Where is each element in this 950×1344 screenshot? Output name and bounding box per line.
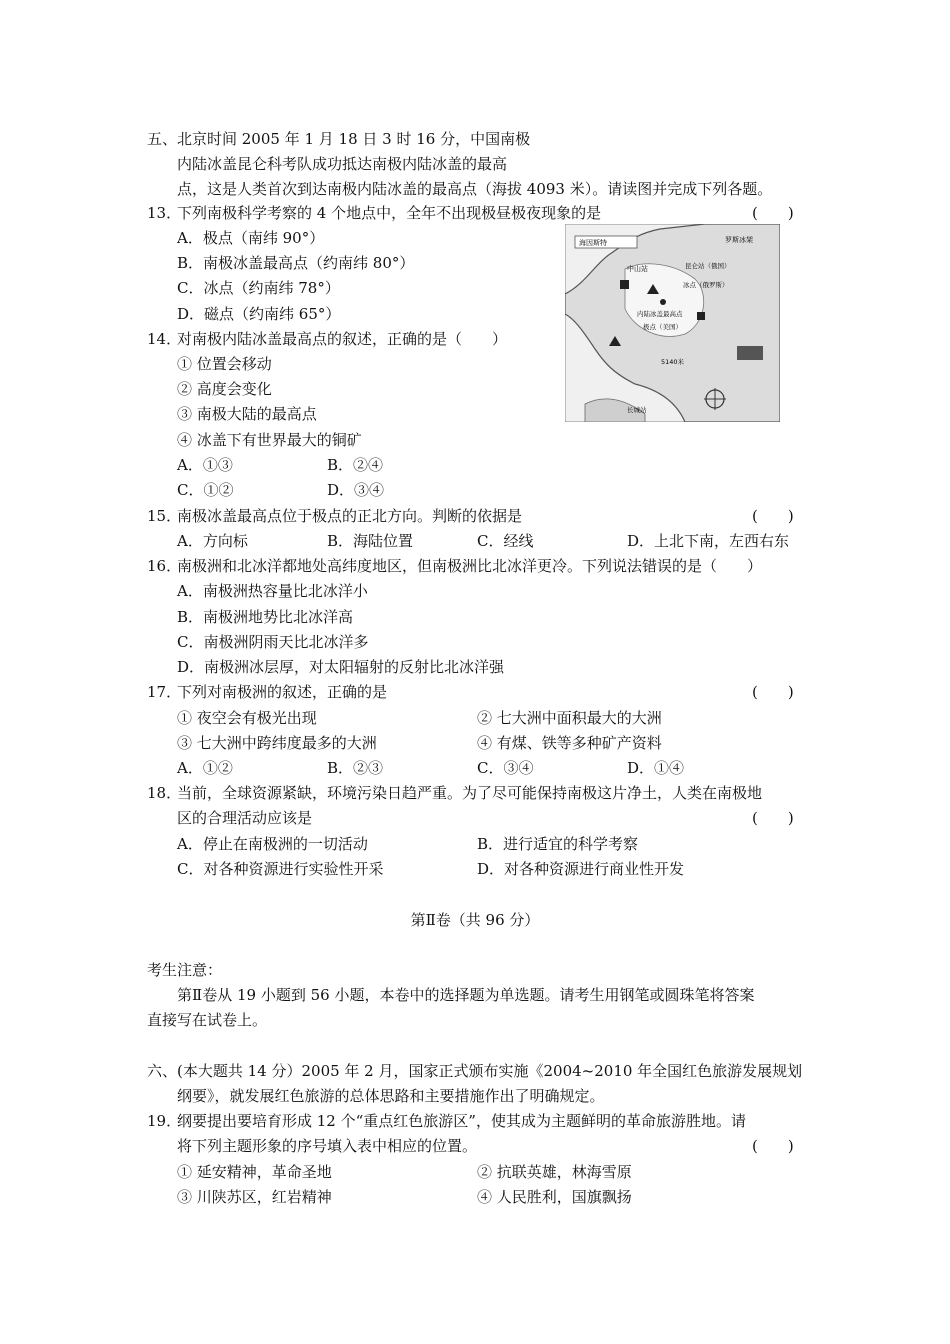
notice-line-1: 第Ⅱ卷从 19 小题到 56 小题，本卷中的选择题为单选题。请考生用钢笔或圆珠笔将答案: [177, 986, 755, 1004]
q13-option-c: C．冰点（约南纬 78°）: [177, 279, 340, 297]
q17-item-2: ② 七大洲中面积最大的大洲: [477, 709, 662, 727]
q19-item-1: ① 延安精神，革命圣地: [177, 1163, 332, 1181]
map-marker-square-2: [697, 312, 705, 320]
map-label-6: 5140米: [661, 358, 685, 366]
section5-intro-line-2: 内陆冰盖昆仑科考队成功抵达南极内陆冰盖的最高: [177, 155, 508, 173]
q16-number: 16．: [147, 557, 182, 575]
map-label-0: 海因斯特: [579, 239, 607, 247]
q13-number: 13．: [147, 204, 182, 222]
q17-option-c: C．③④: [477, 759, 534, 777]
q16-option-b: B．南极洲地势比北冰洋高: [177, 608, 354, 626]
q19-answer-blank: ( ): [752, 1137, 794, 1155]
q18-number: 18．: [147, 784, 182, 802]
map-flag: [737, 346, 763, 360]
part2-title: 第Ⅱ卷（共 96 分）: [410, 911, 540, 929]
q15-number: 15．: [147, 507, 182, 525]
notice-line-2: 直接写在试卷上。: [147, 1011, 268, 1029]
q13-answer-blank: ( ): [752, 204, 794, 222]
q16-option-d: D．南极洲冰层厚，对太阳辐射的反射比北冰洋强: [177, 658, 505, 676]
q19-stem-line-2: 将下列主题形象的序号填入表中相应的位置。: [177, 1137, 478, 1155]
q14-item-1: ① 位置会移动: [177, 355, 272, 373]
q17-item-1: ① 夜空会有极光出现: [177, 709, 317, 727]
q19-item-2: ② 抗联英雄，林海雪原: [477, 1163, 632, 1181]
q17-number: 17．: [147, 683, 182, 701]
q13-option-a: A．极点（南纬 90°）: [177, 229, 325, 247]
q13-option-b: B．南极冰盖最高点（约南纬 80°）: [177, 254, 415, 272]
q16-option-c: C．南极洲阴雨天比北冰洋多: [177, 633, 369, 651]
section5-intro-line-3: 点，这是人类首次到达南极内陆冰盖的最高点（海拔 4093 米）。请读图并完成下列各题。: [177, 180, 773, 198]
q18-option-a: A．停止在南极洲的一切活动: [177, 835, 368, 853]
q15-option-b: B．海陆位置: [327, 532, 414, 550]
q17-stem: 下列对南极洲的叙述，正确的是: [177, 683, 388, 701]
map-label-8: 罗斯冰架: [725, 236, 753, 244]
q17-answer-blank: ( ): [752, 683, 794, 701]
q14-option-c: C．①②: [177, 481, 234, 499]
q18-answer-blank: ( ): [752, 809, 794, 827]
q16-option-a: A．南极洲热容量比北冰洋小: [177, 582, 368, 600]
q15-answer-blank: ( ): [752, 507, 794, 525]
map-label-3: 冰点（俄罗斯）: [683, 281, 729, 289]
q17-item-3: ③ 七大洲中跨纬度最多的大洲: [177, 734, 377, 752]
q15-option-a: A．方向标: [177, 532, 248, 550]
q19-number: 19．: [147, 1112, 182, 1130]
section6-intro-line-1: 六、(本大题共 14 分）2005 年 2 月，国家正式颁布实施《2004~2010 年全国红色旅游发展规划: [147, 1062, 803, 1080]
q17-item-4: ④ 有煤、铁等多种矿产资料: [477, 734, 662, 752]
q14-number: 14．: [147, 330, 182, 348]
antarctica-map-figure: [565, 224, 780, 422]
q18-option-b: B．进行适宜的科学考察: [477, 835, 639, 853]
q14-item-4: ④ 冰盖下有世界最大的铜矿: [177, 431, 362, 449]
map-label-1: 中山站: [627, 265, 648, 273]
q17-option-d: D．①④: [627, 759, 685, 777]
q18-option-d: D．对各种资源进行商业性开发: [477, 860, 685, 878]
map-marker-square: [620, 280, 629, 289]
q19-stem: 纲要提出要培育形成 12 个“重点红色旅游区”，使其成为主题鲜明的革命旅游胜地。请: [177, 1112, 746, 1130]
notice-heading: 考生注意：: [147, 961, 223, 979]
q16-stem: 南极洲和北冰洋都地处高纬度地区，但南极洲比北冰洋更冷。下列说法错误的是（ ）: [177, 557, 763, 575]
q17-option-a: A．①②: [177, 759, 233, 777]
q13-stem: 下列南极科学考察的 4 个地点中，全年不出现极昼极夜现象的是: [177, 204, 602, 222]
q14-option-b: B．②④: [327, 456, 384, 474]
q15-option-c: C．经线: [477, 532, 534, 550]
q17-option-b: B．②③: [327, 759, 384, 777]
q18-stem: 当前，全球资源紧缺，环境污染日趋严重。为了尽可能保持南极这片净土，人类在南极地: [177, 784, 763, 802]
q15-option-d: D．上北下南，左西右东: [627, 532, 790, 550]
q19-item-4: ④ 人民胜利，国旗飘扬: [477, 1188, 632, 1206]
map-label-5: 极点（美国）: [643, 323, 682, 331]
q18-option-c: C．对各种资源进行实验性开采: [177, 860, 384, 878]
map-label-2: 昆仑站（俄国）: [685, 262, 731, 270]
q13-option-d: D．磁点（约南纬 65°）: [177, 305, 341, 323]
q14-stem: 对南极内陆冰盖最高点的叙述，正确的是（ ）: [177, 330, 508, 348]
map-label-4: 内陆冰盖最高点: [637, 310, 683, 318]
q14-option-a: A．①③: [177, 456, 233, 474]
map-label-7: 长城站: [627, 406, 647, 414]
section6-intro-line-2: 纲要》，就发展红色旅游的总体思路和主要措施作出了明确规定。: [177, 1087, 605, 1105]
map-marker-dot: [660, 299, 666, 305]
q14-item-2: ② 高度会变化: [177, 380, 272, 398]
q14-item-3: ③ 南极大陆的最高点: [177, 405, 317, 423]
q18-stem-line-2: 区的合理活动应该是: [177, 809, 313, 827]
q14-option-d: D．③④: [327, 481, 385, 499]
section5-intro-line-1: 五、北京时间 2005 年 1 月 18 日 3 时 16 分，中国南极: [147, 130, 531, 148]
q15-stem: 南极冰盖最高点位于极点的正北方向。判断的依据是: [177, 507, 523, 525]
q19-item-3: ③ 川陕苏区，红岩精神: [177, 1188, 332, 1206]
